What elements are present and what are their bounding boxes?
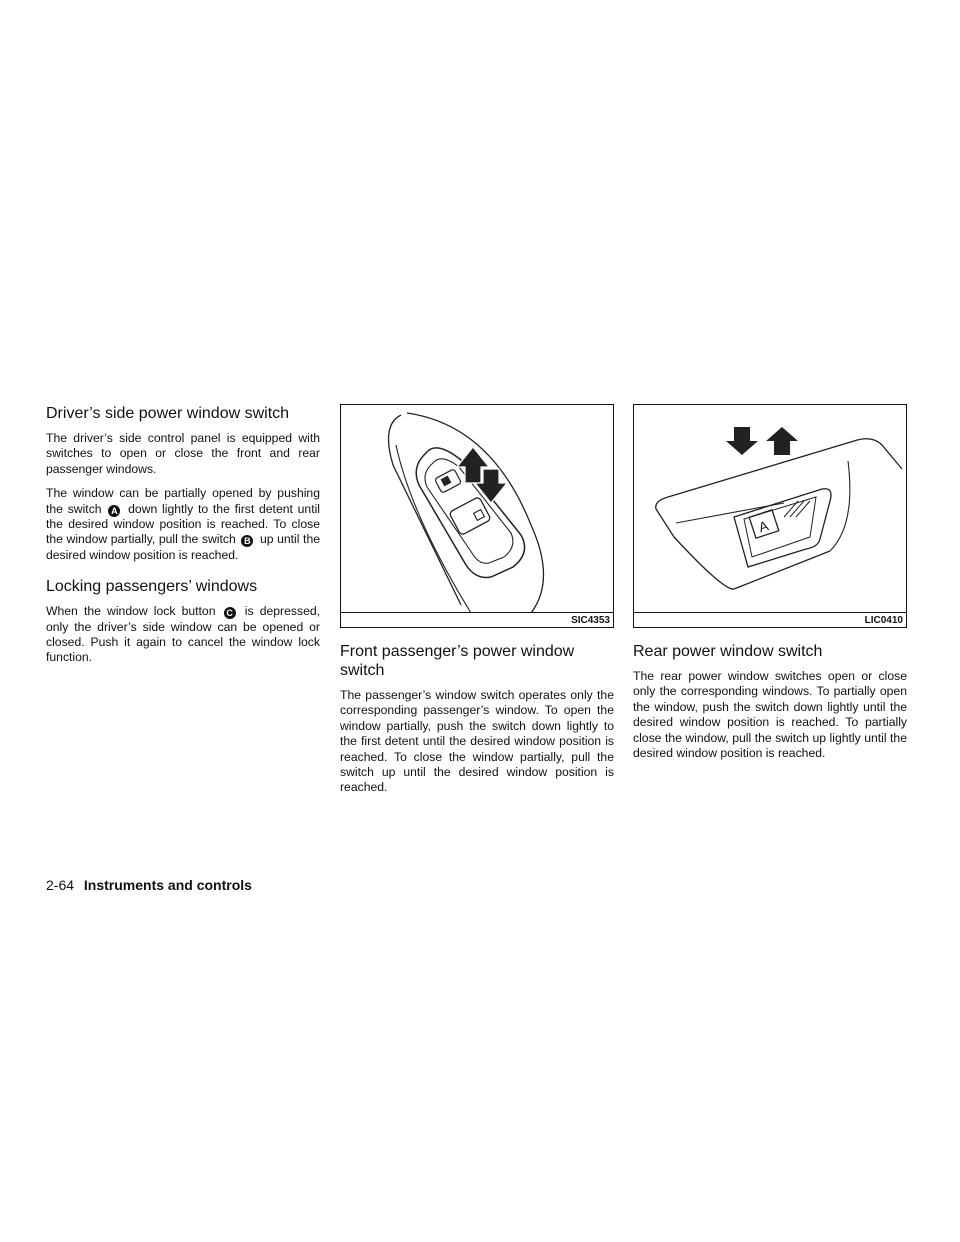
text-segment: down lightly to the first detent until the desired window position is reached. To close the window partially, pull the switch xyxy=(46,501,321,547)
paragraph-drivers-panel: The driver’s side control panel is equipped with switches to open or close the front and rear passenger windows. xyxy=(46,431,320,476)
heading-locking-windows: Locking passengers’ windows xyxy=(46,578,258,596)
paragraph-rear-window: The rear power window switches open or close only the corresponding windows. To partially open the window, push the switch down lightly until the desired window position is reached. To partially close the window, pull the switch up lightly until the desired window position is reached. xyxy=(633,669,907,761)
paragraph-front-passenger: The passenger’s window switch operates only the corresponding passenger’s window. To open the window partially, push the switch down lightly to the first detent until the desired window position is reached. To close the window partially, pull the switch up until the desired window position is reached. xyxy=(340,688,614,795)
text-segment: When the window lock button xyxy=(46,604,216,619)
column-left xyxy=(46,404,320,675)
page-footer xyxy=(46,877,252,893)
text-segment: up until the desired window position is reached. xyxy=(46,532,320,562)
figure-label: SIC4353 xyxy=(571,615,610,626)
page-number: 2-64 xyxy=(46,877,75,893)
marker-b-icon: B xyxy=(241,535,253,547)
column-right xyxy=(633,404,907,770)
column-middle xyxy=(340,404,614,805)
figure-caption-rule xyxy=(634,612,906,613)
figure-label: LIC0410 xyxy=(864,615,903,626)
marker-c-icon: C xyxy=(224,607,236,619)
figure-caption-rule xyxy=(341,612,613,613)
text-segment: The window can be partially opened by pushing the switch xyxy=(46,486,320,516)
figure-rear-window-switch xyxy=(633,404,907,628)
switch-window-symbol: A xyxy=(756,517,771,536)
heading-drivers-side-switch: Driver’s side power window switch xyxy=(46,405,290,422)
rear-switch-illustration xyxy=(634,405,906,613)
heading-front-passenger-switch: Front passenger’s power window switch xyxy=(340,643,575,679)
paragraph-partial-open xyxy=(46,486,320,563)
section-title: Instruments and controls xyxy=(83,877,252,893)
figure-front-passenger-switch xyxy=(340,404,614,628)
paragraph-window-lock xyxy=(46,604,320,666)
front-switch-illustration xyxy=(341,405,613,613)
marker-a-icon: A xyxy=(108,505,120,517)
heading-rear-window-switch: Rear power window switch xyxy=(633,643,823,660)
text-segment: is depressed, only the driver’s side window can be opened or closed. Push it again to cancel the window lock function. xyxy=(46,604,321,665)
